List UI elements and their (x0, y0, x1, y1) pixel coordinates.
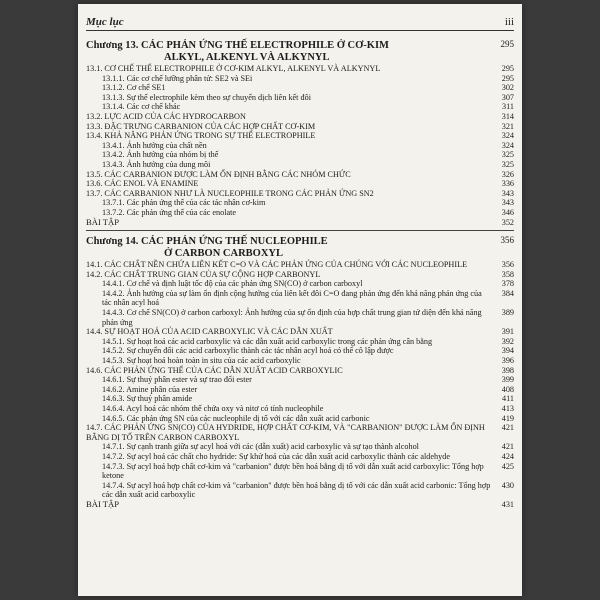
toc-entry-page: 336 (501, 179, 514, 189)
toc-entry-page: 346 (501, 207, 514, 217)
toc-entry-title: 13.6. CÁC ENOL VÀ ENAMINE (86, 179, 199, 189)
toc-entry[interactable] (86, 150, 514, 160)
toc-entry-title: 13.7. CÁC CARBANION NHƯ LÀ NUCLEOPHILE TRONG CÁC PHẢN ỨNG SN2 (86, 188, 374, 198)
toc-entry-page: 356 (501, 260, 514, 270)
toc-entry-page: 314 (501, 111, 514, 121)
toc-entry-page: 343 (501, 188, 514, 198)
toc-entry[interactable] (86, 93, 514, 103)
toc-entry[interactable] (86, 279, 514, 289)
toc-entry[interactable] (86, 289, 514, 308)
toc-entry[interactable] (86, 170, 514, 180)
header-page-number: iii (504, 16, 514, 28)
toc-entry-page: 425 (501, 461, 514, 471)
toc-entry-title: 14.5.3. Sự hoạt hoá hoàn toàn in situ của các acid carboxylic (102, 356, 301, 366)
toc-entry-title: 14.6.3. Sự thuỷ phân amide (102, 394, 193, 404)
toc-entry-title: 14.6.2. Amine phân của ester (102, 384, 198, 394)
toc-entry-title: 14.6.4. Acyl hoá các nhóm thế chứa oxy và nitơ có tính nucleophile (102, 404, 324, 413)
toc-entry-page: 389 (501, 308, 514, 318)
toc-entry[interactable] (86, 308, 514, 327)
page-header (86, 14, 514, 31)
toc-entry[interactable] (86, 394, 514, 404)
chapter-13-entries (86, 64, 514, 227)
toc-entry-title: 14.2. CÁC CHẤT TRUNG GIAN CỦA SỰ CỘNG HỢP CARBONYL (86, 269, 321, 279)
toc-entry-title: 13.1.1. Các cơ chế lưỡng phân tử: SE2 và SEi (102, 73, 253, 83)
toc-entry-page: 325 (501, 159, 514, 169)
toc-entry[interactable] (86, 189, 514, 199)
toc-entry[interactable] (86, 385, 514, 395)
toc-entry-title: 14.7.1. Sự cạnh tranh giữa sự acyl hoá với các (dẫn xuất) acid carboxylic và sự tạo thành alcohol (102, 442, 419, 452)
toc-entry[interactable] (86, 366, 514, 376)
toc-entry[interactable] (86, 74, 514, 84)
toc-entry[interactable] (86, 346, 514, 356)
toc-entry-page: 307 (501, 92, 514, 102)
toc-entry-page: 321 (501, 121, 514, 131)
toc-entry[interactable] (86, 102, 514, 112)
toc-entry[interactable] (86, 218, 514, 228)
toc-entry-title: 14.5.1. Sự hoạt hoá các acid carboxylic và các dẫn xuất acid carboxylic trong các phản ứng cân bằng (102, 336, 433, 346)
toc-entry-title: 13.4. KHẢ NĂNG PHẢN ỨNG TRONG SỰ THẾ ELECTROPHILE (86, 131, 316, 141)
toc-entry-page: 324 (501, 140, 514, 150)
toc-entry-page: 391 (501, 327, 514, 337)
toc-entry-page: 384 (501, 288, 514, 298)
toc-entry[interactable] (86, 452, 514, 462)
toc-entry-title: 14.7.2. Sự acyl hoá các chất cho hydride: Sự khử hoá của các dẫn xuất acid carboxylic thành các aldehyde (102, 451, 450, 461)
toc-entry-title: 14.6. CÁC PHẢN ỨNG THẾ CỦA CÁC DẪN XUẤT ACID CARBOXYLIC (86, 365, 343, 375)
toc-entry-page: 311 (502, 102, 514, 112)
toc-entry-title: BÀI TẬP (86, 498, 120, 509)
toc-entry-page: 352 (501, 217, 514, 227)
toc-entry[interactable] (86, 179, 514, 189)
chapter-14-entries (86, 260, 514, 509)
table-of-contents (86, 40, 514, 510)
toc-entry-title: 13.1.3. Sự thế electrophile kèm theo sự chuyển dịch liên kết đôi (102, 92, 311, 102)
toc-entry[interactable] (86, 64, 514, 74)
toc-entry-page: 326 (501, 169, 514, 179)
toc-entry-title: 13.1.2. Cơ chế SE1 (102, 83, 166, 93)
toc-entry-page: 411 (502, 394, 514, 404)
toc-entry-title: 13.1. CƠ CHẾ THẾ ELECTROPHILE Ở CƠ-KIM ALKYL, ALKENYL VÀ ALKYNYL (86, 64, 381, 73)
toc-entry[interactable] (86, 337, 514, 347)
toc-entry-title: 14.4.1. Cơ chế và định luật tốc độ của các phản ứng SN(CO) ở carbon carboxyl (102, 279, 363, 289)
toc-entry-title: 13.4.1. Ảnh hưởng của chất nền (102, 140, 207, 150)
toc-entry-page: 421 (501, 423, 514, 433)
toc-entry-page: 324 (501, 131, 514, 141)
toc-entry-title: 14.6.5. Các phản ứng SN của các nucleophile dị tố với các dẫn xuất acid carbonic (102, 413, 370, 423)
toc-entry[interactable] (86, 462, 514, 481)
toc-entry[interactable] (86, 198, 514, 208)
toc-entry[interactable] (86, 112, 514, 122)
toc-entry-title: 14.7.4. Sự acyl hoá hợp chất cơ-kim và "carbanion" được bền hoá bằng dị tố với các dẫn xuất acid carbonic: Tổng hợp các dẫn xuất acid carboxylic (102, 480, 491, 500)
toc-entry-title: 13.2. LỰC ACID CỦA CÁC HYDROCARBON (86, 111, 246, 121)
toc-entry-title: 14.6.1. Sự thuỷ phân ester và sự trao đổi ester (102, 375, 252, 385)
toc-entry[interactable] (86, 500, 514, 510)
toc-entry-title: 13.3. ĐẶC TRƯNG CARBANION CỦA CÁC HỢP CHẤT CƠ-KIM (86, 121, 316, 131)
toc-entry[interactable] (86, 208, 514, 218)
chapter-14-subtitle: Ở CARBON CARBOXYL (164, 248, 284, 260)
toc-entry[interactable] (86, 327, 514, 337)
toc-entry[interactable] (86, 160, 514, 170)
toc-entry-title: 13.5. CÁC CARBANION ĐƯỢC LÀM ỔN ĐỊNH BẰNG CÁC NHÓM CHỨC (86, 169, 351, 179)
toc-entry[interactable] (86, 414, 514, 424)
chapter-14-heading[interactable] (86, 236, 514, 248)
toc-entry-title: 13.4.3. Ảnh hưởng của dung môi (102, 159, 211, 169)
toc-entry[interactable] (86, 270, 514, 280)
toc-entry-page: 358 (501, 269, 514, 279)
toc-entry[interactable] (86, 260, 514, 270)
toc-entry-page: 398 (501, 365, 514, 375)
toc-entry-page: 399 (501, 375, 514, 385)
toc-entry-page: 325 (501, 150, 514, 160)
toc-entry-page: 430 (501, 480, 514, 490)
toc-entry-page: 396 (501, 356, 514, 366)
toc-entry-title: 13.1.4. Các cơ chế khác (102, 102, 181, 112)
toc-entry-title: 14.4.3. Cơ chế SN(CO) ở carbon carboxyl: Ảnh hưởng của sự ổn định của hợp chất trung gian tứ diện đến khả năng phản ứng (102, 308, 482, 327)
toc-entry[interactable] (86, 356, 514, 366)
toc-entry-page: 408 (501, 384, 514, 394)
toc-entry-page: 295 (501, 73, 514, 83)
toc-entry-page: 419 (501, 413, 514, 423)
toc-entry-title: 14.5.2. Sự chuyển đổi các acid carboxylic thành các tác nhân acyl hoá có thể cô lập được (102, 346, 394, 356)
toc-entry[interactable] (86, 131, 514, 141)
toc-entry[interactable] (86, 375, 514, 385)
chapter-14-title: Chương 14. CÁC PHẢN ỨNG THẾ NUCLEOPHILE (86, 236, 328, 248)
toc-entry-page: 392 (501, 336, 514, 346)
toc-entry[interactable] (86, 141, 514, 151)
toc-entry-title: 14.4.2. Ảnh hưởng của sự làm ổn định cộng hưởng của liên kết đôi C=O đang phản ứng đến khả năng phản ứng của tác nhân acyl hoá (102, 288, 482, 308)
toc-entry-page: 378 (501, 279, 514, 289)
chapter-14-page: 356 (500, 235, 514, 246)
toc-entry-title: 13.7.1. Các phản ứng thế của các tác nhân cơ-kim (102, 198, 266, 208)
chapter-divider (86, 230, 514, 231)
header-title: Mục lục (86, 16, 124, 28)
toc-entry-page: 413 (501, 404, 514, 413)
chapter-13-title: Chương 13. CÁC PHẢN ỨNG THẾ ELECTROPHILE Ở CƠ-KIM (86, 40, 389, 51)
toc-entry[interactable] (86, 423, 514, 442)
toc-entry-title: 14.7.3. Sự acyl hoá hợp chất cơ-kim và "carbanion" được bền hoá bằng dị tố với dẫn xuất acid carboxylic: Tổng hợp ketone (102, 461, 484, 481)
toc-entry-page: 295 (501, 64, 514, 73)
chapter-13-heading[interactable] (86, 40, 514, 52)
toc-entry-page: 424 (501, 451, 514, 461)
chapter-13-subtitle: ALKYL, ALKENYL VÀ ALKYNYL (164, 52, 330, 63)
toc-entry-title: 13.7.2. Các phản ứng thế của các enolate (102, 207, 237, 217)
toc-entry-title: 13.4.2. Ảnh hưởng của nhóm bị thế (102, 150, 219, 160)
toc-entry-title: 14.4. SỰ HOẠT HOÁ CỦA ACID CARBOXYLIC VÀ CÁC DẪN XUẤT (86, 327, 333, 337)
toc-entry[interactable] (86, 83, 514, 93)
toc-entry[interactable] (86, 122, 514, 132)
chapter-13-page: 295 (500, 39, 514, 49)
toc-entry[interactable] (86, 481, 514, 500)
toc-entry[interactable] (86, 442, 514, 452)
toc-entry-page: 431 (501, 499, 514, 509)
toc-page (78, 4, 522, 596)
toc-entry-title: BÀI TẬP (86, 216, 120, 227)
toc-entry-title: 14.7. CÁC PHẢN ỨNG SN(CO) CỦA HYDRIDE, HỢP CHẤT CƠ-KIM, VÀ "CARBANION" ĐƯỢC LÀM ỔN ĐỊNH BẰNG DỊ TỐ TRÊN CARBON CARBOXYL (86, 423, 485, 442)
toc-entry[interactable] (86, 404, 514, 414)
toc-entry-page: 302 (501, 83, 514, 93)
toc-entry-page: 421 (501, 442, 514, 452)
toc-entry-page: 343 (501, 198, 514, 208)
toc-entry-page: 394 (501, 346, 514, 356)
toc-entry-title: 14.1. CÁC CHẤT NỀN CHỨA LIÊN KẾT C=O VÀ CÁC PHẢN ỨNG CỦA CHÚNG VỚI CÁC NUCLEOPHILE (86, 260, 468, 270)
